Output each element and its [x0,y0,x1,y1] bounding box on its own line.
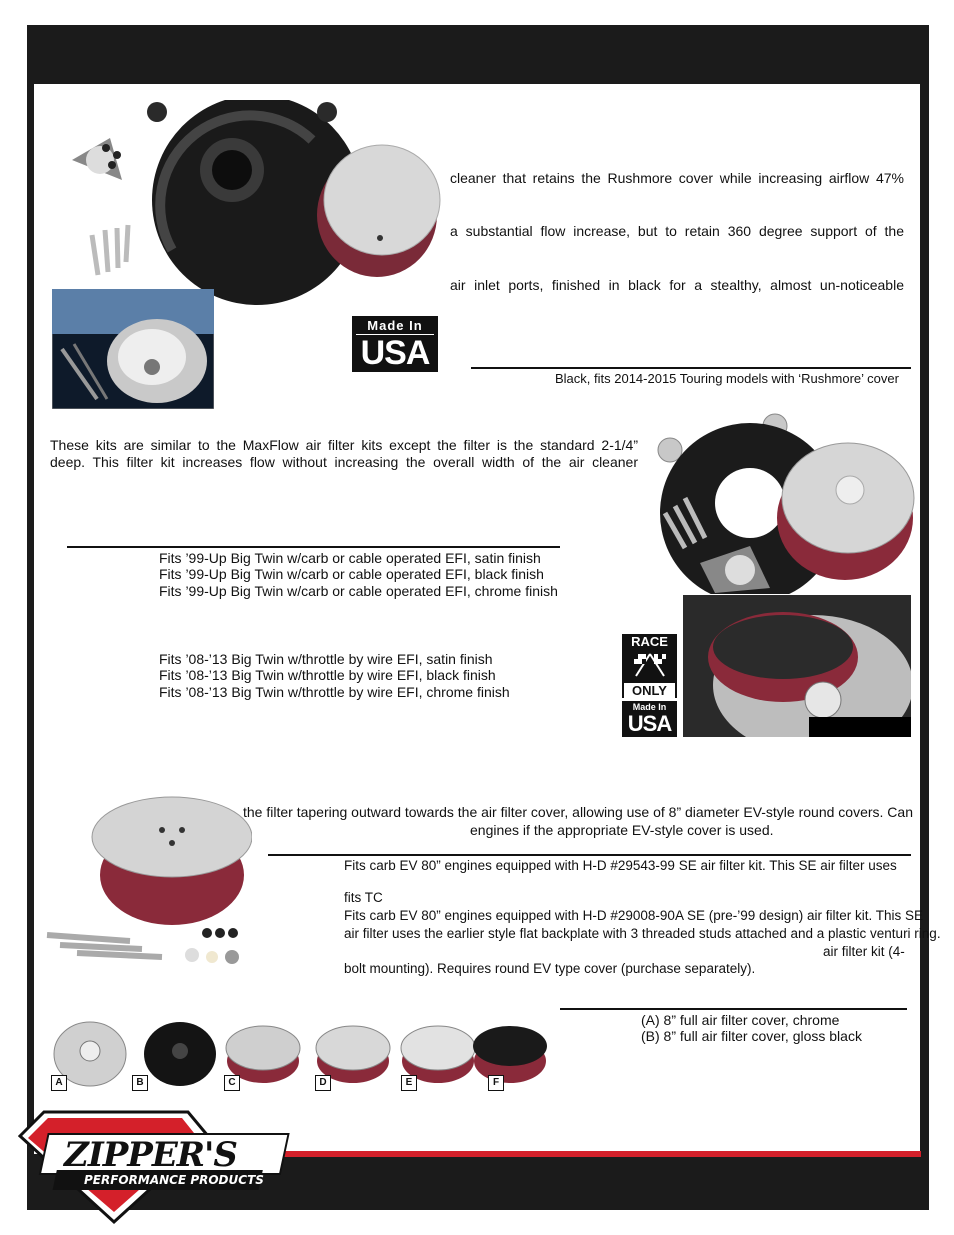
section3-item2: fits TC [344,890,383,905]
section2-intro2: deep. This filter kit increases flow without increasing the overall width of the air cleaner [50,454,638,470]
thumb-label-f: F [488,1075,504,1091]
section3-item3a: Fits carb EV 80” engines equipped with H-D #29008-90A SE (pre-’99 design) air filter kit. This SE [344,908,924,923]
section1-line2: a substantial flow increase, but to retain 360 degree support of the [450,223,904,239]
thumb-label-d: D [315,1075,331,1091]
race-text: RACE [631,634,668,649]
section1-rule [471,367,911,369]
section4-rule [560,1008,907,1010]
standard-filter-kit-photo [640,398,918,594]
footer-red-stripe [268,1151,921,1157]
section2-rule [67,546,560,548]
section3-item3c: air filter kit (4- [823,944,905,959]
section1-item: Black, fits 2014-2015 Touring models with ‘Rushmore’ cover [555,371,899,386]
cover-item-b: (B) 8” full air filter cover, gloss black [641,1028,862,1044]
cover-thumbnails-photo [48,1016,550,1091]
thumb-label-c: C [224,1075,240,1091]
item-99up-satin: Fits ’99-Up Big Twin w/carb or cable operated EFI, satin finish [159,550,541,566]
made-in-text: Made In [356,318,434,335]
section3-item3d: bolt mounting). Requires round EV type cover (purchase separately). [344,961,756,976]
section3-line1: the filter tapering outward towards the air filter cover, allowing use of 8” diameter EV-style round covers. Can [243,804,913,820]
item-99up-black: Fits ’99-Up Big Twin w/carb or cable operated EFI, black finish [159,566,544,582]
section2-intro1: These kits are similar to the MaxFlow air filter kits except the filter is the standard 2-1/4” [50,437,638,453]
only-text: ONLY [624,683,675,699]
rushmore-installed-photo [52,289,214,409]
thumb-label-b: B [132,1075,148,1091]
item-08-13-chrome: Fits ’08-’13 Big Twin w/throttle by wire EFI, chrome finish [159,684,510,700]
rushmore-kit-photo [62,100,442,310]
section3-item3b: air filter uses the earlier style flat backplate with 3 threaded studs attached and a plastic venturi ring. [344,926,941,941]
thumb-label-a: A [51,1075,67,1091]
made-in-usa-badge [352,316,438,372]
made-in-text-small: Made In [632,702,667,712]
logo-tagline: PERFORMANCE PRODUCTS [84,1173,264,1187]
cover-item-a: (A) 8” full air filter cover, chrome [641,1012,840,1028]
race-only-badge [622,634,677,698]
ev-filter-kit-photo [42,785,252,975]
zippers-logo [18,1108,308,1226]
standard-filter-installed-photo [683,595,911,737]
made-in-usa-badge-small [622,701,677,737]
item-08-13-black: Fits ’08-’13 Big Twin w/throttle by wire EFI, black finish [159,667,496,683]
usa-text: USA [360,334,430,372]
checkered-flags-icon [628,650,672,678]
section3-item1: Fits carb EV 80” engines equipped with H-D #29543-99 SE air filter kit. This SE air filter uses [344,858,897,873]
item-99up-chrome: Fits ’99-Up Big Twin w/carb or cable operated EFI, chrome finish [159,583,558,599]
logo-name: ZIPPER'S [64,1135,237,1175]
section1-line1: cleaner that retains the Rushmore cover while increasing airflow 47% [450,170,904,186]
usa-text-small: USA [627,711,672,736]
section3-rule [268,854,911,856]
section3-line2: engines if the appropriate EV-style cover is used. [470,822,774,838]
item-08-13-satin: Fits ’08-’13 Big Twin w/throttle by wire EFI, satin finish [159,651,493,667]
thumb-label-e: E [401,1075,417,1091]
section1-line3: air inlet ports, finished in black for a stealthy, almost un-noticeable [450,277,904,293]
